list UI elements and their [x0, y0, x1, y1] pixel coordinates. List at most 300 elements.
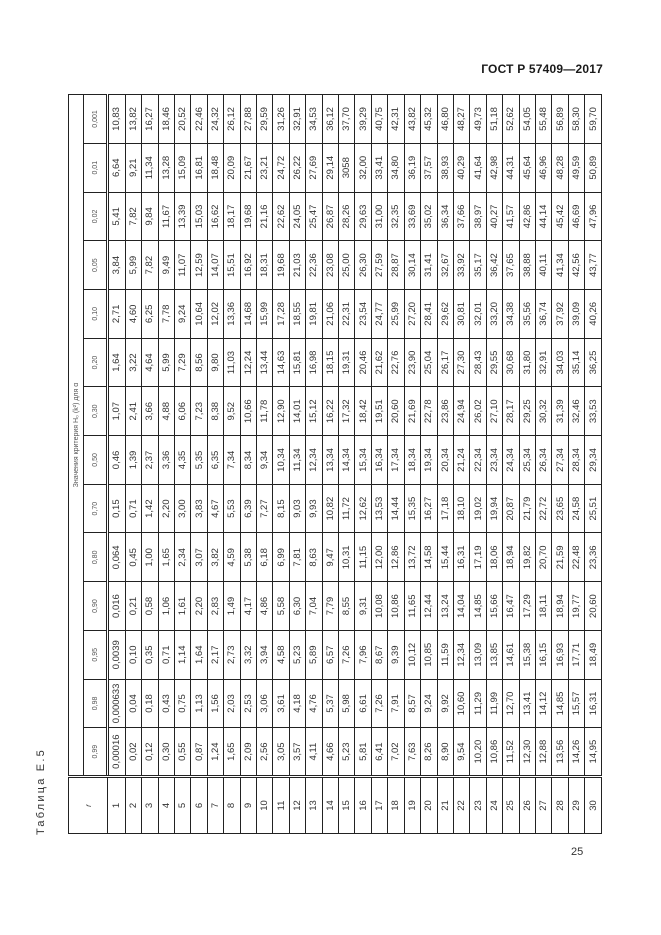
- critical-value-cell: 31,41: [421, 241, 437, 290]
- table-row: [339, 95, 355, 834]
- critical-value-cell: 0,15: [108, 484, 126, 533]
- alpha-header: 0,30: [84, 387, 108, 436]
- critical-value-cell: 21,59: [552, 533, 568, 582]
- table-row: [224, 95, 240, 834]
- critical-value-cell: 48,27: [453, 95, 469, 144]
- alpha-header: 0,95: [84, 630, 108, 679]
- critical-value-cell: 23,08: [322, 241, 338, 290]
- critical-value-cell: 20,70: [535, 533, 551, 582]
- critical-value-cell: 6,35: [207, 436, 223, 485]
- critical-value-cell: 25,99: [388, 289, 404, 338]
- critical-value-cell: 0,00016: [108, 728, 126, 777]
- critical-value-cell: 20,09: [224, 143, 240, 192]
- r-value: 16: [355, 777, 371, 834]
- critical-value-cell: 32,67: [437, 241, 453, 290]
- critical-value-cell: 7,79: [322, 582, 338, 631]
- critical-value-cell: 21,67: [240, 143, 256, 192]
- critical-value-cell: 37,65: [503, 241, 519, 290]
- table-caption: Таблица Е.5: [35, 748, 47, 835]
- critical-value-cell: 9,49: [158, 241, 174, 290]
- critical-value-cell: 4,11: [306, 728, 322, 777]
- critical-value-cell: 50,89: [585, 143, 602, 192]
- table-row: [503, 95, 519, 834]
- critical-value-cell: 18,15: [322, 338, 338, 387]
- critical-value-cell: 19,68: [273, 241, 289, 290]
- critical-value-cell: 12,30: [519, 728, 535, 777]
- critical-value-cell: 20,87: [503, 484, 519, 533]
- critical-value-cell: 9,31: [355, 582, 371, 631]
- critical-value-cell: 26,87: [322, 192, 338, 241]
- critical-value-cell: 9,21: [125, 143, 141, 192]
- critical-value-cell: 27,10: [486, 387, 502, 436]
- critical-value-cell: 26,02: [470, 387, 486, 436]
- critical-value-cell: 0,02: [125, 728, 141, 777]
- critical-value-cell: 1,64: [108, 338, 126, 387]
- critical-value-cell: 15,34: [355, 436, 371, 485]
- critical-value-cell: 34,38: [503, 289, 519, 338]
- critical-value-cell: 13,36: [224, 289, 240, 338]
- critical-value-cell: 17,18: [437, 484, 453, 533]
- critical-value-cell: 11,67: [158, 192, 174, 241]
- critical-value-cell: 20,52: [175, 95, 191, 144]
- critical-value-cell: 6,18: [257, 533, 273, 582]
- critical-value-cell: 7,26: [339, 630, 355, 679]
- alpha-group-title: Значения критерия H₀ (k²) для α: [69, 95, 84, 777]
- critical-value-cell: 37,66: [453, 192, 469, 241]
- critical-value-cell: 8,38: [207, 387, 223, 436]
- critical-value-cell: 18,11: [535, 582, 551, 631]
- r-column-header: r: [69, 777, 108, 834]
- critical-value-cell: 16,92: [240, 241, 256, 290]
- critical-value-cell: 11,34: [142, 143, 158, 192]
- critical-value-cell: 27,20: [404, 289, 420, 338]
- chi-square-critical-values-table: [68, 94, 602, 834]
- critical-value-cell: 15,66: [486, 582, 502, 631]
- r-value: 13: [306, 777, 322, 834]
- critical-value-cell: 32,91: [535, 338, 551, 387]
- critical-value-cell: 22,36: [306, 241, 322, 290]
- critical-value-cell: 16,81: [191, 143, 207, 192]
- critical-value-cell: 28,43: [470, 338, 486, 387]
- critical-value-cell: 13,44: [257, 338, 273, 387]
- critical-value-cell: 22,76: [388, 338, 404, 387]
- critical-value-cell: 21,79: [519, 484, 535, 533]
- critical-value-cell: 41,34: [552, 241, 568, 290]
- critical-value-cell: 38,88: [519, 241, 535, 290]
- critical-value-cell: 18,94: [552, 582, 568, 631]
- critical-value-cell: 16,47: [503, 582, 519, 631]
- critical-value-cell: 33,20: [486, 289, 502, 338]
- critical-value-cell: 28,34: [568, 436, 584, 485]
- critical-value-cell: 24,77: [371, 289, 387, 338]
- critical-value-cell: 8,56: [191, 338, 207, 387]
- critical-value-cell: 17,29: [519, 582, 535, 631]
- critical-value-cell: 1,64: [191, 630, 207, 679]
- critical-value-cell: 18,94: [503, 533, 519, 582]
- critical-value-cell: 2,34: [175, 533, 191, 582]
- critical-value-cell: 10,82: [322, 484, 338, 533]
- critical-value-cell: 32,00: [355, 143, 371, 192]
- table-row: [322, 95, 338, 834]
- critical-value-cell: 13,34: [322, 436, 338, 485]
- r-value: 18: [388, 777, 404, 834]
- critical-value-cell: 1,13: [191, 679, 207, 728]
- critical-value-cell: 35,14: [568, 338, 584, 387]
- critical-value-cell: 47,96: [585, 192, 602, 241]
- critical-value-cell: 9,34: [257, 436, 273, 485]
- critical-value-cell: 13,24: [437, 582, 453, 631]
- critical-value-cell: 8,67: [371, 630, 387, 679]
- critical-value-cell: 36,42: [486, 241, 502, 290]
- critical-value-cell: 12,44: [421, 582, 437, 631]
- critical-value-cell: 13,85: [486, 630, 502, 679]
- r-value: 19: [404, 777, 420, 834]
- critical-value-cell: 22,62: [273, 192, 289, 241]
- critical-value-cell: 18,34: [404, 436, 420, 485]
- critical-value-cell: 27,88: [240, 95, 256, 144]
- critical-value-cell: 18,31: [257, 241, 273, 290]
- critical-value-cell: 3058: [339, 143, 355, 192]
- table-row: [568, 95, 584, 834]
- critical-value-cell: 0,87: [191, 728, 207, 777]
- critical-value-cell: 5,41: [108, 192, 126, 241]
- critical-value-cell: 2,41: [125, 387, 141, 436]
- critical-value-cell: 31,80: [519, 338, 535, 387]
- critical-value-cell: 33,53: [585, 387, 602, 436]
- critical-value-cell: 31,00: [371, 192, 387, 241]
- critical-value-cell: 7,34: [224, 436, 240, 485]
- critical-value-cell: 4,64: [142, 338, 158, 387]
- table-row: [535, 95, 551, 834]
- critical-value-cell: 23,65: [552, 484, 568, 533]
- critical-value-cell: 36,34: [437, 192, 453, 241]
- critical-value-cell: 5,99: [125, 241, 141, 290]
- critical-value-cell: 14,12: [535, 679, 551, 728]
- critical-value-cell: 3,32: [240, 630, 256, 679]
- critical-value-cell: 18,48: [207, 143, 223, 192]
- r-value: 14: [322, 777, 338, 834]
- table-row: [125, 95, 141, 834]
- r-value: 1: [108, 777, 126, 834]
- table-row: [371, 95, 387, 834]
- critical-value-cell: 51,18: [486, 95, 502, 144]
- r-value: 28: [552, 777, 568, 834]
- critical-value-cell: 33,69: [404, 192, 420, 241]
- critical-value-cell: 12,34: [453, 630, 469, 679]
- r-value: 30: [585, 777, 602, 834]
- critical-value-cell: 19,68: [240, 192, 256, 241]
- critical-value-cell: 16,62: [207, 192, 223, 241]
- critical-value-cell: 45,42: [552, 192, 568, 241]
- critical-value-cell: 28,41: [421, 289, 437, 338]
- critical-value-cell: 40,27: [486, 192, 502, 241]
- critical-value-cell: 14,63: [273, 338, 289, 387]
- critical-value-cell: 13,72: [404, 533, 420, 582]
- critical-value-cell: 23,34: [486, 436, 502, 485]
- critical-value-cell: 10,34: [273, 436, 289, 485]
- critical-value-cell: 11,78: [257, 387, 273, 436]
- critical-value-cell: 22,31: [339, 289, 355, 338]
- table-row: [207, 95, 223, 834]
- critical-value-cell: 21,69: [404, 387, 420, 436]
- table-body: [108, 95, 602, 834]
- critical-value-cell: 0,12: [142, 728, 158, 777]
- critical-value-cell: 2,71: [108, 289, 126, 338]
- critical-value-cell: 25,00: [339, 241, 355, 290]
- critical-value-cell: 49,59: [568, 143, 584, 192]
- critical-value-cell: 56,89: [552, 95, 568, 144]
- critical-value-cell: 13,09: [470, 630, 486, 679]
- critical-value-cell: 42,86: [519, 192, 535, 241]
- critical-value-cell: 4,59: [224, 533, 240, 582]
- critical-value-cell: 9,24: [175, 289, 191, 338]
- critical-value-cell: 11,99: [486, 679, 502, 728]
- critical-value-cell: 36,12: [322, 95, 338, 144]
- critical-value-cell: 38,97: [470, 192, 486, 241]
- critical-value-cell: 19,81: [306, 289, 322, 338]
- critical-value-cell: 46,69: [568, 192, 584, 241]
- r-value: 3: [142, 777, 158, 834]
- critical-value-cell: 8,55: [339, 582, 355, 631]
- critical-value-cell: 35,02: [421, 192, 437, 241]
- critical-value-cell: 18,55: [289, 289, 305, 338]
- critical-value-cell: 13,53: [371, 484, 387, 533]
- r-value: 29: [568, 777, 584, 834]
- critical-value-cell: 20,60: [585, 582, 602, 631]
- r-value: 27: [535, 777, 551, 834]
- critical-value-cell: 15,44: [437, 533, 453, 582]
- critical-value-cell: 9,93: [306, 484, 322, 533]
- r-value: 7: [207, 777, 223, 834]
- critical-value-cell: 2,37: [142, 436, 158, 485]
- critical-value-cell: 5,23: [289, 630, 305, 679]
- critical-value-cell: 10,86: [388, 582, 404, 631]
- r-value: 20: [421, 777, 437, 834]
- critical-value-cell: 3,84: [108, 241, 126, 290]
- critical-value-cell: 1,61: [175, 582, 191, 631]
- critical-value-cell: 27,59: [371, 241, 387, 290]
- critical-value-cell: 25,34: [519, 436, 535, 485]
- critical-value-cell: 32,01: [470, 289, 486, 338]
- critical-value-cell: 32,46: [568, 387, 584, 436]
- critical-value-cell: 43,77: [585, 241, 602, 290]
- critical-value-cell: 5,35: [191, 436, 207, 485]
- critical-value-cell: 0,04: [125, 679, 141, 728]
- critical-value-cell: 15,38: [519, 630, 535, 679]
- critical-value-cell: 0,35: [142, 630, 158, 679]
- critical-value-cell: 27,34: [552, 436, 568, 485]
- critical-value-cell: 8,15: [273, 484, 289, 533]
- critical-value-cell: 36,25: [585, 338, 602, 387]
- critical-value-cell: 2,20: [158, 484, 174, 533]
- critical-value-cell: 13,41: [519, 679, 535, 728]
- critical-value-cell: 9,84: [142, 192, 158, 241]
- critical-value-cell: 5,23: [339, 728, 355, 777]
- critical-value-cell: 40,75: [371, 95, 387, 144]
- table-row: [142, 95, 158, 834]
- critical-value-cell: 10,86: [486, 728, 502, 777]
- critical-value-cell: 3,05: [273, 728, 289, 777]
- critical-value-cell: 16,31: [585, 679, 602, 728]
- critical-value-cell: 41,57: [503, 192, 519, 241]
- critical-value-cell: 6,61: [355, 679, 371, 728]
- critical-value-cell: 25,04: [421, 338, 437, 387]
- table-row: [519, 95, 535, 834]
- critical-value-cell: 0,0039: [108, 630, 126, 679]
- critical-value-cell: 10,66: [240, 387, 256, 436]
- critical-value-cell: 17,28: [273, 289, 289, 338]
- table-row: [552, 95, 568, 834]
- critical-value-cell: 7,02: [388, 728, 404, 777]
- critical-value-cell: 15,35: [404, 484, 420, 533]
- critical-value-cell: 18,42: [355, 387, 371, 436]
- critical-value-cell: 4,60: [125, 289, 141, 338]
- critical-value-cell: 11,52: [503, 728, 519, 777]
- critical-value-cell: 43,82: [404, 95, 420, 144]
- critical-value-cell: 6,06: [175, 387, 191, 436]
- critical-value-cell: 19,02: [470, 484, 486, 533]
- critical-value-cell: 30,14: [404, 241, 420, 290]
- critical-value-cell: 2,09: [240, 728, 256, 777]
- critical-value-cell: 10,85: [421, 630, 437, 679]
- critical-value-cell: 1,42: [142, 484, 158, 533]
- critical-value-cell: 1,65: [224, 728, 240, 777]
- r-value: 24: [486, 777, 502, 834]
- critical-value-cell: 0,58: [142, 582, 158, 631]
- r-value: 4: [158, 777, 174, 834]
- critical-value-cell: 12,88: [535, 728, 551, 777]
- critical-value-cell: 13,56: [552, 728, 568, 777]
- critical-value-cell: 6,99: [273, 533, 289, 582]
- critical-value-cell: 3,83: [191, 484, 207, 533]
- critical-value-cell: 19,51: [371, 387, 387, 436]
- critical-value-cell: 12,62: [355, 484, 371, 533]
- alpha-header: 0,10: [84, 289, 108, 338]
- critical-value-cell: 15,03: [191, 192, 207, 241]
- r-value: 12: [289, 777, 305, 834]
- critical-value-cell: 1,39: [125, 436, 141, 485]
- critical-value-cell: 23,36: [585, 533, 602, 582]
- table-row: [470, 95, 486, 834]
- critical-value-cell: 10,83: [108, 95, 126, 144]
- critical-value-cell: 6,64: [108, 143, 126, 192]
- critical-value-cell: 9,03: [289, 484, 305, 533]
- critical-value-cell: 23,90: [404, 338, 420, 387]
- critical-value-cell: 12,34: [306, 436, 322, 485]
- critical-value-cell: 4,67: [207, 484, 223, 533]
- critical-value-cell: 35,56: [519, 289, 535, 338]
- critical-value-cell: 1,24: [207, 728, 223, 777]
- alpha-header: 0,001: [84, 95, 108, 144]
- alpha-header: 0,80: [84, 533, 108, 582]
- critical-value-cell: 22,48: [568, 533, 584, 582]
- critical-value-cell: 7,04: [306, 582, 322, 631]
- critical-value-cell: 16,22: [322, 387, 338, 436]
- critical-value-cell: 28,87: [388, 241, 404, 290]
- critical-value-cell: 8,57: [404, 679, 420, 728]
- critical-value-cell: 46,80: [437, 95, 453, 144]
- critical-value-cell: 1,14: [175, 630, 191, 679]
- critical-value-cell: 0,18: [142, 679, 158, 728]
- critical-value-cell: 26,34: [535, 436, 551, 485]
- document-code: ГОСТ Р 57409—2017: [481, 62, 603, 76]
- critical-value-cell: 19,94: [486, 484, 502, 533]
- critical-value-cell: 15,09: [175, 143, 191, 192]
- table-row: [289, 95, 305, 834]
- critical-value-cell: 1,06: [158, 582, 174, 631]
- critical-value-cell: 18,17: [224, 192, 240, 241]
- critical-value-cell: 6,39: [240, 484, 256, 533]
- critical-value-cell: 5,58: [273, 582, 289, 631]
- critical-value-cell: 15,57: [568, 679, 584, 728]
- critical-value-cell: 0,10: [125, 630, 141, 679]
- table-row: [404, 95, 420, 834]
- critical-value-cell: 40,29: [453, 143, 469, 192]
- r-value: 9: [240, 777, 256, 834]
- critical-value-cell: 10,20: [470, 728, 486, 777]
- critical-value-cell: 7,26: [371, 679, 387, 728]
- table-row: [175, 95, 191, 834]
- critical-value-cell: 6,30: [289, 582, 305, 631]
- critical-value-cell: 3,22: [125, 338, 141, 387]
- critical-value-cell: 22,46: [191, 95, 207, 144]
- critical-value-cell: 21,03: [289, 241, 305, 290]
- critical-value-cell: 30,32: [535, 387, 551, 436]
- critical-value-cell: 14,61: [503, 630, 519, 679]
- critical-value-cell: 58,30: [568, 95, 584, 144]
- critical-value-cell: 7,82: [142, 241, 158, 290]
- critical-value-cell: 4,35: [175, 436, 191, 485]
- critical-value-cell: 45,32: [421, 95, 437, 144]
- critical-value-cell: 0,000633: [108, 679, 126, 728]
- critical-value-cell: 28,17: [503, 387, 519, 436]
- critical-value-cell: 16,15: [535, 630, 551, 679]
- critical-value-cell: 22,72: [535, 484, 551, 533]
- r-value: 25: [503, 777, 519, 834]
- r-value: 2: [125, 777, 141, 834]
- critical-value-cell: 27,69: [306, 143, 322, 192]
- critical-value-cell: 16,31: [453, 533, 469, 582]
- alpha-header: 0,90: [84, 582, 108, 631]
- critical-value-cell: 7,81: [289, 533, 305, 582]
- critical-value-cell: 20,46: [355, 338, 371, 387]
- critical-value-cell: 40,26: [585, 289, 602, 338]
- critical-value-cell: 42,31: [388, 95, 404, 144]
- critical-value-cell: 49,73: [470, 95, 486, 144]
- critical-value-cell: 0,45: [125, 533, 141, 582]
- critical-value-cell: 7,63: [404, 728, 420, 777]
- alpha-header: 0,20: [84, 338, 108, 387]
- critical-value-cell: 15,99: [257, 289, 273, 338]
- critical-value-cell: 9,80: [207, 338, 223, 387]
- critical-value-cell: 7,23: [191, 387, 207, 436]
- critical-value-cell: 39,09: [568, 289, 584, 338]
- critical-value-cell: 0,71: [125, 484, 141, 533]
- critical-value-cell: 11,65: [404, 582, 420, 631]
- r-value: 11: [273, 777, 289, 834]
- critical-value-cell: 7,78: [158, 289, 174, 338]
- critical-value-cell: 8,34: [240, 436, 256, 485]
- critical-value-cell: 0,016: [108, 582, 126, 631]
- critical-value-cell: 28,26: [339, 192, 355, 241]
- critical-value-cell: 14,44: [388, 484, 404, 533]
- critical-value-cell: 29,14: [322, 143, 338, 192]
- critical-value-cell: 23,21: [257, 143, 273, 192]
- critical-value-cell: 3,00: [175, 484, 191, 533]
- critical-value-cell: 23,54: [355, 289, 371, 338]
- table-row: [421, 95, 437, 834]
- critical-value-cell: 11,07: [175, 241, 191, 290]
